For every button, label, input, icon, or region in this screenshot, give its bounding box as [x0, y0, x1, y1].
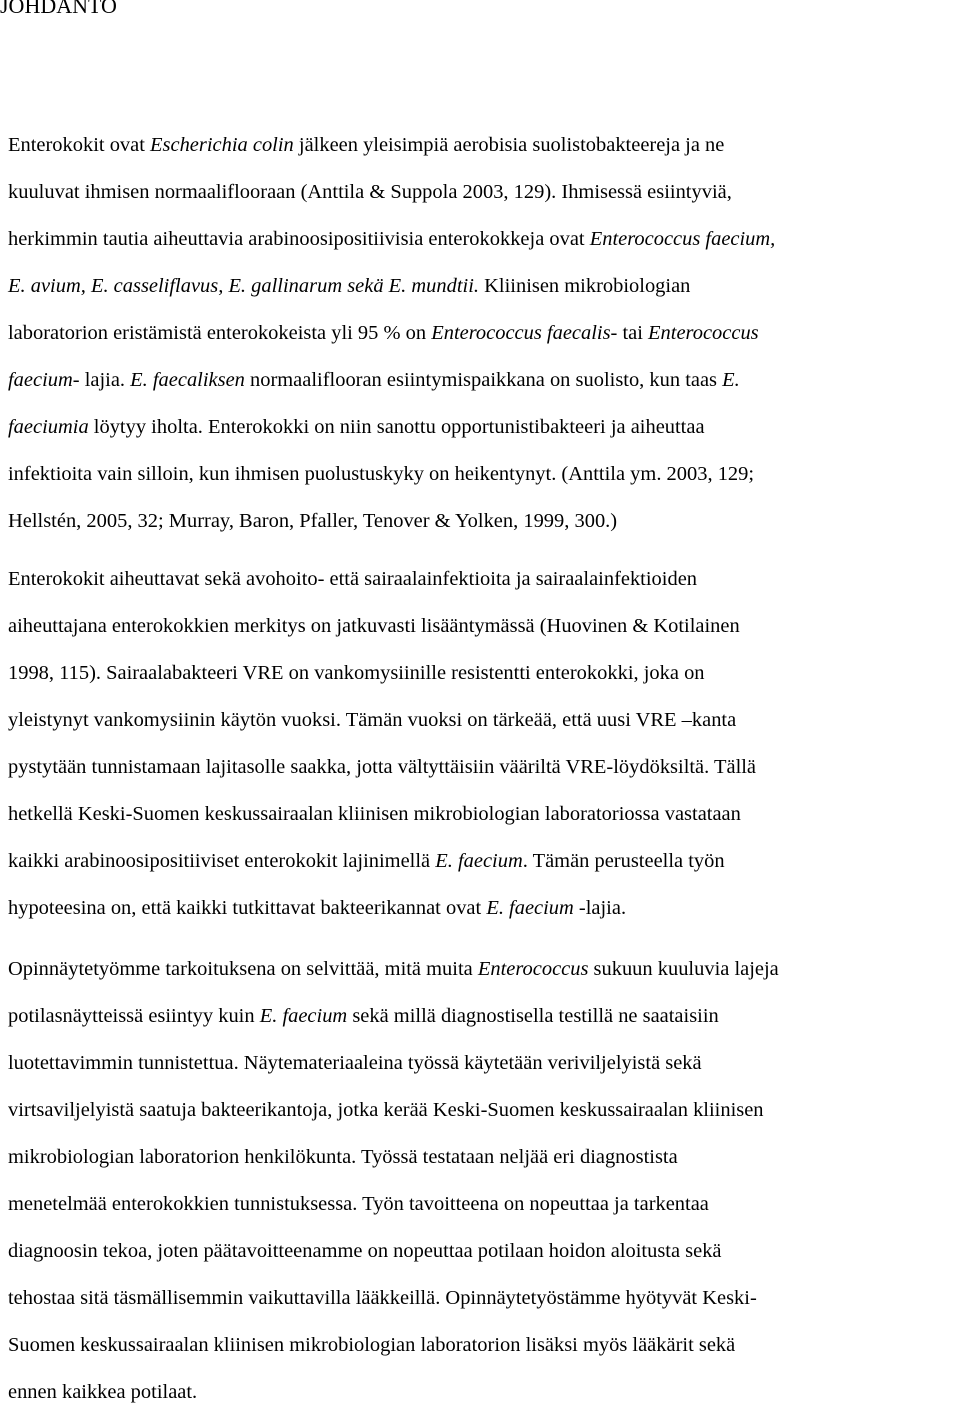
text-run: Suomen keskussairaalan kliinisen mikrobiologian laboratorion lisäksi myös lääkärit sekä	[8, 1334, 736, 1356]
text-line	[8, 1369, 958, 1416]
text-line	[8, 169, 958, 216]
text-run: sekä millä diagnostisella testillä ne saataisiin	[347, 1005, 719, 1027]
text-line	[8, 310, 958, 357]
text-run: hypoteesina on, että kaikki tutkittavat bakteerikannat ovat	[8, 897, 487, 919]
text-run: Enterokokit ovat	[8, 134, 151, 156]
text-run: infektioita vain silloin, kun ihmisen puolustuskyky on heikentynyt. (Anttila ym. 2003, 129;	[8, 463, 755, 485]
paragraph-2	[8, 556, 960, 932]
text-run: potilasnäytteissä esiintyy kuin	[8, 1005, 260, 1027]
text-run: kuuluvat ihmisen normaaliflooraan (Anttila & Suppola 2003, 129). Ihmisessä esiintyviä,	[8, 181, 732, 203]
italic-text: E.	[722, 369, 740, 391]
italic-text: E. faecium	[259, 1005, 348, 1027]
text-line	[8, 263, 958, 310]
section-heading: JOHDANTO	[0, 0, 117, 18]
italic-text: E. faecaliksen	[130, 369, 245, 391]
text-line	[8, 993, 958, 1040]
text-line	[8, 404, 958, 451]
text-run: normaaliflooran esiintymispaikkana on suolisto, kun taas	[244, 369, 723, 391]
text-line	[8, 556, 958, 603]
text-run: tai	[617, 322, 649, 344]
text-run: 1998, 115). Sairaalabakteeri VRE on vankomysiinille resistentti enterokokki, joka on	[8, 662, 705, 684]
text-run: lajia.	[79, 369, 131, 391]
text-run: tehostaa sitä täsmällisemmin vaikuttavilla lääkkeillä. Opinnäytetyöstämme hyötyvät Keski-	[8, 1287, 757, 1309]
paragraph-1	[8, 122, 960, 545]
text-run: menetelmää enterokokkien tunnistuksessa. Työn tavoitteena on nopeuttaa ja tarkentaa	[8, 1193, 709, 1215]
text-line	[8, 946, 958, 993]
italic-text: E. faecium	[435, 850, 523, 872]
text-line	[8, 216, 958, 263]
italic-text: E. avium, E. casseliflavus, E. gallinarum sekä E. mundtii.	[8, 275, 480, 297]
italic-text: E. faecium	[486, 897, 574, 919]
text-run: jälkeen yleisimpiä aerobisia suolistobakteereja ja ne	[293, 134, 725, 156]
text-run: herkimmin tautia aiheuttavia arabinoosipositiivisia enterokokkeja ovat	[8, 228, 590, 250]
text-line	[8, 603, 958, 650]
text-run: diagnoosin tekoa, joten päätavoitteenamme on nopeuttaa potilaan hoidon aloitusta sekä	[8, 1240, 722, 1262]
text-line	[8, 1040, 958, 1087]
italic-text: faeciumia	[8, 416, 89, 438]
italic-text: Enterococcus faecium,	[589, 228, 776, 250]
text-line	[8, 1275, 958, 1322]
text-run: Enterokokit aiheuttavat sekä avohoito- että sairaalainfektioita ja sairaalainfektioiden	[8, 568, 698, 590]
italic-text: Enterococcus	[477, 958, 589, 980]
text-line	[8, 1228, 958, 1275]
text-line	[8, 1134, 958, 1181]
text-run: sukuun kuuluvia lajeja	[588, 958, 779, 980]
text-line	[8, 357, 958, 404]
text-run: virtsaviljelyistä saatuja bakteerikantoja, jotka kerää Keski-Suomen keskussairaalan kliinisen	[8, 1099, 764, 1121]
text-line	[8, 697, 958, 744]
text-run: luotettavimmin tunnistettua. Näytemateriaaleina työssä käytetään veriviljelyistä sekä	[8, 1052, 702, 1074]
text-run: hetkellä Keski-Suomen keskussairaalan kliinisen mikrobiologian laboratoriossa vastataan	[8, 803, 741, 825]
text-run: mikrobiologian laboratorion henkilökunta. Työssä testataan neljää eri diagnostista	[8, 1146, 678, 1168]
text-line	[8, 1087, 958, 1134]
text-run: laboratorion eristämistä enterokokeista yli 95 % on	[8, 322, 432, 344]
text-run: Opinnäytetyömme tarkoituksena on selvittää, mitä muita	[8, 958, 478, 980]
text-run: aiheuttajana enterokokkien merkitys on jatkuvasti lisääntymässä (Huovinen & Kotilainen	[8, 615, 740, 637]
text-line	[8, 744, 958, 791]
text-line	[8, 838, 958, 885]
text-run: kaikki arabinoosipositiiviset enterokokit lajinimellä	[8, 850, 436, 872]
italic-text: faecium-	[8, 369, 80, 391]
italic-text: Enterococcus faecalis-	[431, 322, 618, 344]
text-run: pystytään tunnistamaan lajitasolle saakka, jotta vältyttäisiin vääriltä VRE-löydöksiltä. Tällä	[8, 756, 757, 778]
italic-text: Enterococcus	[648, 322, 759, 344]
text-line	[8, 650, 958, 697]
italic-text: Escherichia colin	[150, 134, 294, 156]
text-line	[8, 451, 958, 498]
text-line	[8, 1181, 958, 1228]
text-line	[8, 1322, 958, 1369]
text-line	[8, 791, 958, 838]
paragraph-3	[8, 946, 960, 1416]
text-line	[8, 122, 958, 169]
text-line	[8, 885, 958, 932]
text-run: Hellstén, 2005, 32; Murray, Baron, Pfaller, Tenover & Yolken, 1999, 300.)	[8, 510, 618, 532]
text-run: löytyy iholta. Enterokokki on niin sanottu opportunistibakteeri ja aiheuttaa	[88, 416, 705, 438]
text-run: yleistynyt vankomysiinin käytön vuoksi. Tämän vuoksi on tärkeää, että uusi VRE –kanta	[8, 709, 737, 731]
text-run: . Tämän perusteella työn	[522, 850, 725, 872]
text-line	[8, 498, 958, 545]
text-run: ennen kaikkea potilaat.	[8, 1381, 198, 1403]
text-run: -lajia.	[573, 897, 627, 919]
text-run: Kliinisen mikrobiologian	[479, 275, 691, 297]
